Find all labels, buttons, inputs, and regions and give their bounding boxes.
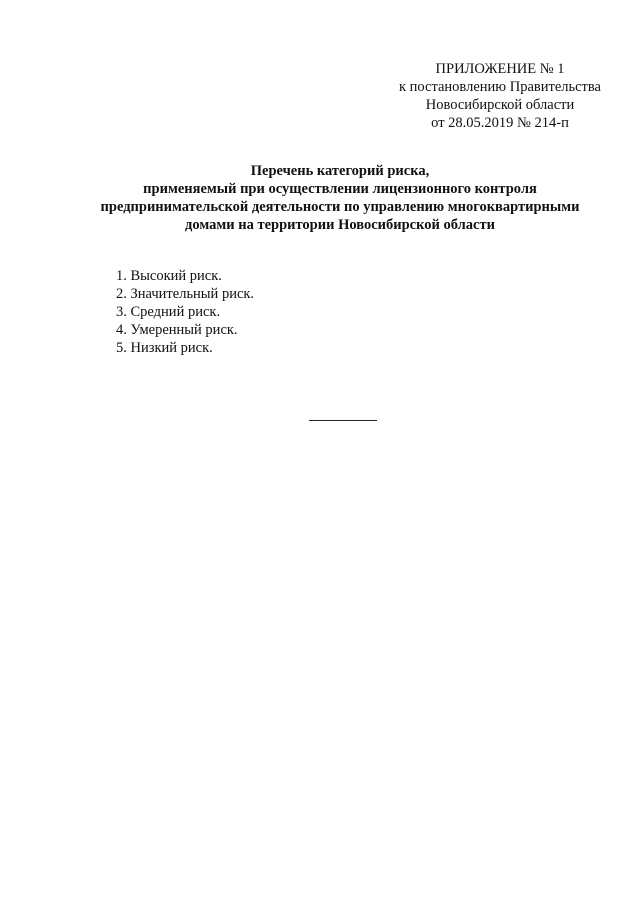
- list-item: 4. Умеренный риск.: [116, 322, 238, 338]
- list-item: 3. Средний риск.: [116, 304, 221, 320]
- list-item: 2. Значительный риск.: [116, 286, 255, 302]
- list-item: 1. Высокий риск.: [116, 268, 222, 284]
- title-line-3: предпринимательской деятельности по управлению многоквартирными: [100, 199, 580, 215]
- appendix-header: [380, 60, 620, 132]
- appendix-line-region: Новосибирской области: [425, 97, 575, 113]
- appendix-title: ПРИЛОЖЕНИЕ № 1: [435, 61, 565, 77]
- appendix-line-resolution: к постановлению Правительства: [399, 79, 601, 95]
- risk-category-list: [116, 267, 516, 357]
- document-title: [40, 162, 640, 234]
- end-divider: [309, 420, 377, 421]
- appendix-line-date: от 28.05.2019 № 214-п: [431, 115, 569, 131]
- title-line-2: применяемый при осуществлении лицензионного контроля: [143, 181, 537, 197]
- title-line-1: Перечень категорий риска,: [250, 163, 430, 179]
- title-line-4: домами на территории Новосибирской области: [185, 217, 495, 233]
- list-item: 5. Низкий риск.: [116, 340, 213, 356]
